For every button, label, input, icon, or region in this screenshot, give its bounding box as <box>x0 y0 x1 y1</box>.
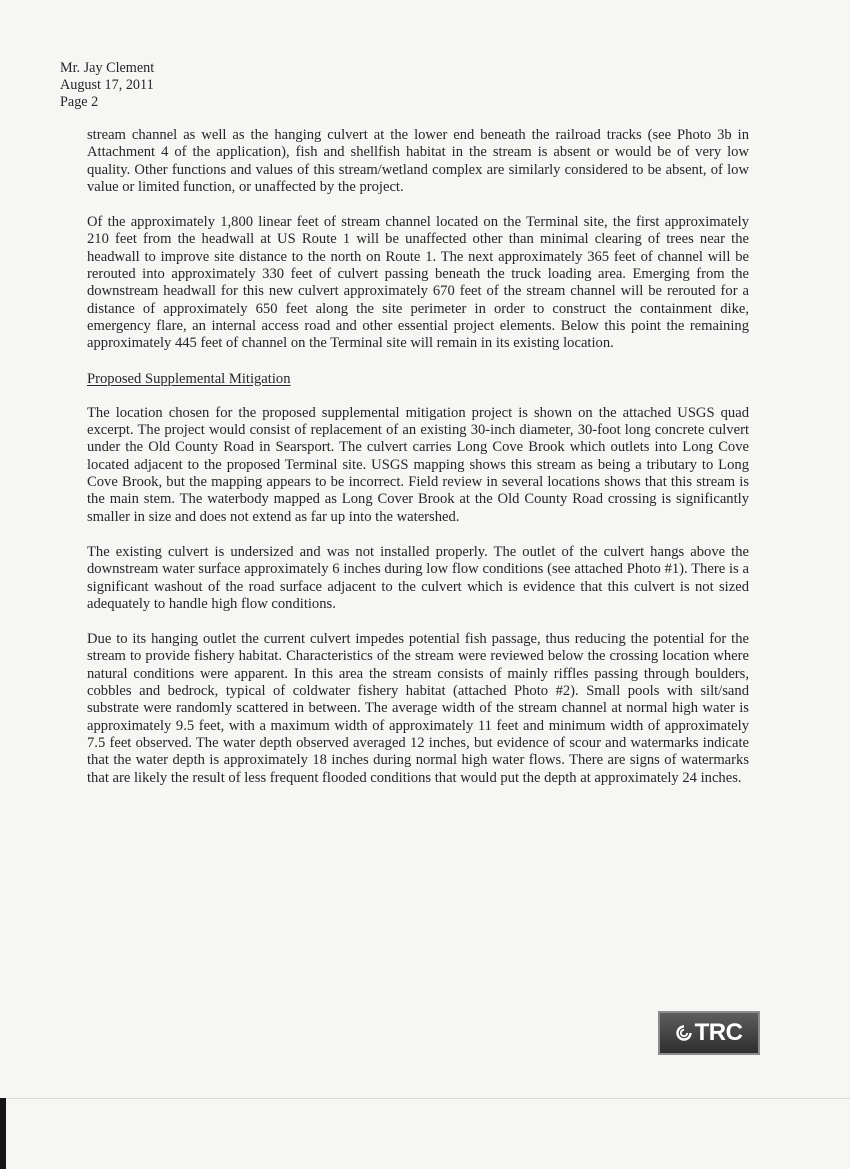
page-bottom-divider <box>0 1098 850 1099</box>
letter-body <box>87 127 749 805</box>
scan-edge <box>0 1098 6 1169</box>
section-heading: Proposed Supplemental Mitigation <box>87 370 291 387</box>
trc-swirl-icon <box>676 1025 692 1041</box>
logo-text: TRC <box>694 1019 743 1046</box>
paragraph-continuation: stream channel as well as the hanging culvert at the lower end beneath the railroad tracks (see Photo 3b in Attachment 4 of the application), fish and shellfish habitat in the stream is absent or would be of very low quality. Other functions and values of this stream/wetland complex are similarly considered to be absent, of low value or limited function, or unaffected by the project. <box>87 127 749 195</box>
recipient-name: Mr. Jay Clement <box>60 60 155 76</box>
trc-logo <box>658 1011 760 1055</box>
letter-date: August 17, 2011 <box>60 76 154 93</box>
paragraph-location: The location chosen for the proposed supplemental mitigation project is shown on the attached USGS quad excerpt. The project would consist of replacement of an existing 30-inch diameter, 30-foot long concrete culvert under the Old County Road in Searsport. The culvert carries Long Cove Brook which outlets into Long Cove located adjacent to the proposed Terminal site. USGS mapping shows this stream as being a tributary to Long Cove Brook, but the mapping appears to be incorrect. Field review in several locations shows that this stream is the main stem. The waterbody mapped as Long Cover Brook at the Old County Road crossing is significantly smaller in size and does not extend as far up into the watershed. <box>87 404 749 525</box>
paragraph-fish-passage: Due to its hanging outlet the current culvert impedes potential fish passage, thus reducing the potential for the stream to provide fishery habitat. Characteristics of the stream were reviewed below the crossing location where natural conditions were apparent. In this area the stream consists of mainly riffles passing through boulders, cobbles and bedrock, typical of coldwater fishery habitat (attached Photo #2). Small pools with silt/sand substrate were randomly scattered in between. The average width of the stream channel at normal high water is approximately 9.5 feet, with a maximum width of approximately 11 feet and minimum width of approximately 7.5 feet observed. The water depth observed averaged 12 inches, but evidence of scour and watermarks indicate that the water depth is approximately 18 inches during normal high water flows. There are signs of watermarks that are likely the result of less frequent flooded conditions that would put the depth at approximately 24 inches. <box>87 631 749 786</box>
paragraph-existing-culvert: The existing culvert is undersized and was not installed properly. The outlet of the culvert hangs above the downstream water surface approximately 6 inches during low flow conditions (see attached Photo #1). There is a significant washout of the road surface adjacent to the culvert which is evidence that this culvert is not sized adequately to handle high flow conditions. <box>87 543 749 612</box>
page-number: Page 2 <box>60 93 99 110</box>
letter-header <box>60 60 154 110</box>
paragraph-stream-channel: Of the approximately 1,800 linear feet of stream channel located on the Terminal site, the first approximately 210 feet from the headwall at US Route 1 will be unaffected other than minimal clearing of trees near the headwall to improve site distance to the north on Route 1. The next approximately 365 feet of channel will be rerouted into approximately 330 feet of culvert passing beneath the truck loading area. Emerging from the downstream headwall for this new culvert approximately 670 feet of the stream channel will be rerouted for a distance of approximately 650 feet along the site perimeter in order to construct the containment dike, emergency flare, an internal access road and other essential project elements. Below this point the remaining approximately 445 feet of channel on the Terminal site will remain in its existing location. <box>87 214 749 352</box>
